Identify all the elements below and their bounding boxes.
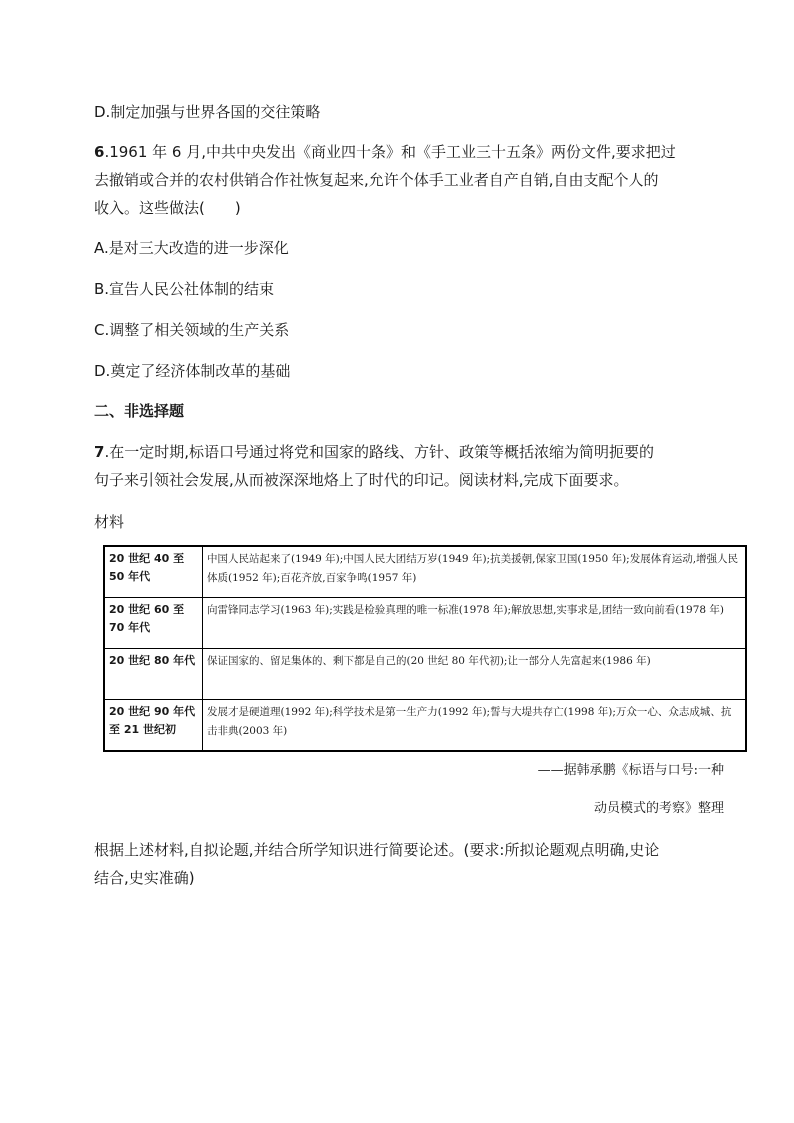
table-period-cell: 20 世纪 40 至 50 年代 <box>104 546 203 598</box>
q6-option-a: A.是对三大改造的进一步深化 <box>94 239 289 257</box>
q7-stem-line-2: 句子来引领社会发展,从而被深深地烙上了时代的印记。阅读材料,完成下面要求。 <box>94 471 629 489</box>
table-row <box>104 546 746 598</box>
q7-task-line-1: 根据上述材料,自拟论题,并结合所学知识进行简要论述。(要求:所拟论题观点明确,史论 <box>94 841 660 859</box>
q7-number: 7 <box>94 443 105 461</box>
q6-number: 6 <box>94 143 105 161</box>
table-slogans-cell: 保证国家的、留足集体的、剩下都是自己的(20 世纪 80 年代初);让一部分人先富起来(1986 年) <box>203 649 747 700</box>
q6-option-b: B.宣告人民公社体制的结束 <box>94 280 275 298</box>
table-row <box>104 700 746 752</box>
table-slogans-cell: 中国人民站起来了(1949 年);中国人民大团结万岁(1949 年);抗美援朝,保家卫国(1950 年);发展体育运动,增强人民体质(1952 年);百花齐放,百家争鸣(1957 年) <box>203 546 747 598</box>
q5-option-d: D.制定加强与世界各国的交往策略 <box>94 103 321 121</box>
table-period-cell: 20 世纪 80 年代 <box>104 649 203 700</box>
q6-stem-line-2: 去撤销或合并的农村供销合作社恢复起来,允许个体手工业者自产自销,自由支配个人的 <box>94 171 659 189</box>
q7-task-line-2: 结合,史实准确) <box>94 869 195 887</box>
material-label: 材料 <box>94 513 125 531</box>
table-row <box>104 649 746 700</box>
q6-stem-line-1 <box>94 142 676 162</box>
table-period-cell: 20 世纪 60 至 70 年代 <box>104 598 203 649</box>
table-row <box>104 598 746 649</box>
source-citation-line-2: 动员模式的考察》整理 <box>593 801 724 816</box>
table-slogans-cell: 向雷锋同志学习(1963 年);实践是检验真理的唯一标准(1978 年);解放思想,实事求是,团结一致向前看(1978 年) <box>203 598 747 649</box>
table-slogans-cell: 发展才是硬道理(1992 年);科学技术是第一生产力(1992 年);誓与大堤共存亡(1998 年);万众一心、众志成城、抗击非典(2003 年) <box>203 700 747 752</box>
table-period-cell: 20 世纪 90 年代至 21 世纪初 <box>104 700 203 752</box>
section-title: 二、非选择题 <box>94 402 185 420</box>
material-table <box>103 545 747 752</box>
q7-stem-line-1 <box>94 442 654 462</box>
q6-option-c: C.调整了相关领域的生产关系 <box>94 321 290 339</box>
source-citation-line-1: ——据韩承鹏《标语与口号:一种 <box>537 763 724 778</box>
q6-option-d: D.奠定了经济体制改革的基础 <box>94 362 291 380</box>
q6-line1-text: .1961 年 6 月,中共中央发出《商业四十条》和《手工业三十五条》两份文件,要求把过 <box>104 143 676 161</box>
q7-line1-text: .在一定时期,标语口号通过将党和国家的路线、方针、政策等概括浓缩为简明扼要的 <box>104 443 654 461</box>
q6-stem-line-3: 收入。这些做法( ) <box>94 199 241 217</box>
